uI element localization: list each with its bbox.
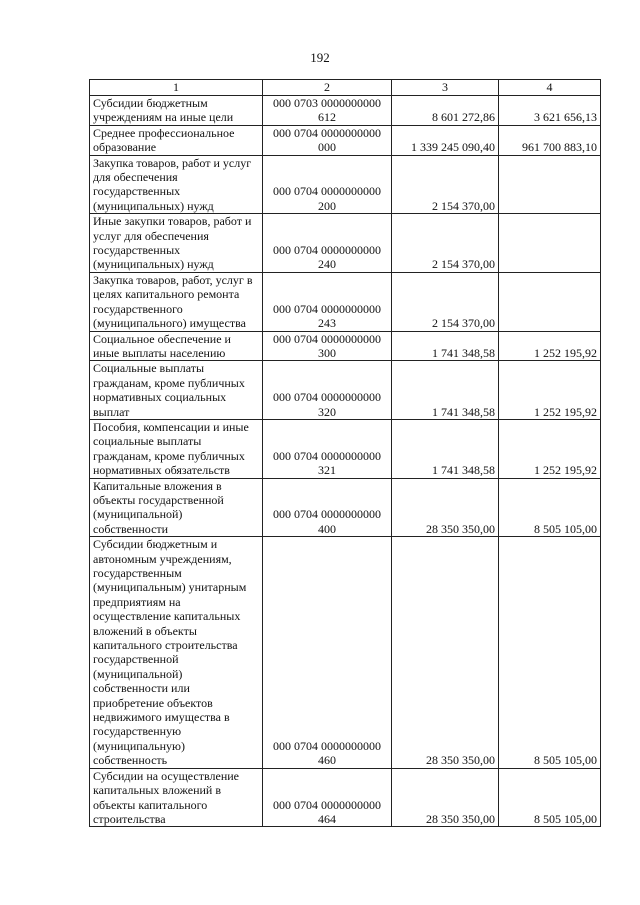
row-code: 000 0704 0000000000 243: [263, 272, 392, 331]
table-row: [90, 214, 601, 273]
row-value-4: 8 505 105,00: [499, 768, 601, 827]
row-value-4: 1 252 195,92: [499, 331, 601, 361]
row-name: Субсидии бюджетным учреждениям на иные цели: [90, 96, 263, 126]
row-name: Субсидии бюджетным и автономным учреждениям, государственным (муниципальным) унитарным предприятиям на осуществление капитальных вложений в объекты капитального строительства государственной (муниципальной) собственности или приобретение объектов недвижимого имущества в государственную (муниципальную) собственность: [90, 537, 263, 769]
row-value-3: 28 350 350,00: [392, 478, 499, 537]
row-name: Капитальные вложения в объекты государственной (муниципальной) собственности: [90, 478, 263, 537]
row-code: 000 0704 0000000000 240: [263, 214, 392, 273]
row-value-4: 8 505 105,00: [499, 537, 601, 769]
row-name: Закупка товаров, работ, услуг в целях капитального ремонта государственного (муниципального) имущества: [90, 272, 263, 331]
table-row: [90, 331, 601, 361]
row-value-3: 1 741 348,58: [392, 419, 499, 478]
row-code: 000 0704 0000000000 460: [263, 537, 392, 769]
table-row: [90, 96, 601, 126]
row-code: 000 0703 0000000000 612: [263, 96, 392, 126]
row-value-4: 961 700 883,10: [499, 125, 601, 155]
row-name: Субсидии на осуществление капитальных вложений в объекты капитального строительства: [90, 768, 263, 827]
row-code: 000 0704 0000000000 321: [263, 419, 392, 478]
row-value-4: 3 621 656,13: [499, 96, 601, 126]
column-header-2: 2: [263, 80, 392, 96]
table-row: [90, 361, 601, 420]
row-value-4: 1 252 195,92: [499, 419, 601, 478]
row-name: Социальное обеспечение и иные выплаты населению: [90, 331, 263, 361]
table-row: [90, 272, 601, 331]
budget-table: [89, 79, 601, 827]
table-row: [90, 125, 601, 155]
row-value-4: 1 252 195,92: [499, 361, 601, 420]
row-value-4: [499, 272, 601, 331]
row-value-3: 8 601 272,86: [392, 96, 499, 126]
header-row: [90, 80, 601, 96]
column-header-1: 1: [90, 80, 263, 96]
column-header-4: 4: [499, 80, 601, 96]
table-row: [90, 419, 601, 478]
row-value-3: 28 350 350,00: [392, 537, 499, 769]
row-name: Иные закупки товаров, работ и услуг для обеспечения государственных (муниципальных) нужд: [90, 214, 263, 273]
row-code: 000 0704 0000000000 400: [263, 478, 392, 537]
row-value-3: 2 154 370,00: [392, 214, 499, 273]
row-code: 000 0704 0000000000 300: [263, 331, 392, 361]
row-code: 000 0704 0000000000 320: [263, 361, 392, 420]
row-code: 000 0704 0000000000 200: [263, 155, 392, 214]
row-value-4: [499, 155, 601, 214]
row-value-3: 28 350 350,00: [392, 768, 499, 827]
row-value-3: 2 154 370,00: [392, 272, 499, 331]
row-value-3: 1 339 245 090,40: [392, 125, 499, 155]
row-value-3: 2 154 370,00: [392, 155, 499, 214]
table-row: [90, 768, 601, 827]
column-header-3: 3: [392, 80, 499, 96]
row-code: 000 0704 0000000000 000: [263, 125, 392, 155]
table-row: [90, 478, 601, 537]
row-code: 000 0704 0000000000 464: [263, 768, 392, 827]
table-row: [90, 537, 601, 769]
page-number: 192: [310, 50, 330, 65]
row-name: Закупка товаров, работ и услуг для обеспечения государственных (муниципальных) нужд: [90, 155, 263, 214]
row-name: Среднее профессиональное образование: [90, 125, 263, 155]
table-row: [90, 155, 601, 214]
row-value-3: 1 741 348,58: [392, 331, 499, 361]
row-name: Пособия, компенсации и иные социальные выплаты гражданам, кроме публичных нормативных обязательств: [90, 419, 263, 478]
row-value-4: [499, 214, 601, 273]
row-name: Социальные выплаты гражданам, кроме публичных нормативных социальных выплат: [90, 361, 263, 420]
row-value-3: 1 741 348,58: [392, 361, 499, 420]
row-value-4: 8 505 105,00: [499, 478, 601, 537]
